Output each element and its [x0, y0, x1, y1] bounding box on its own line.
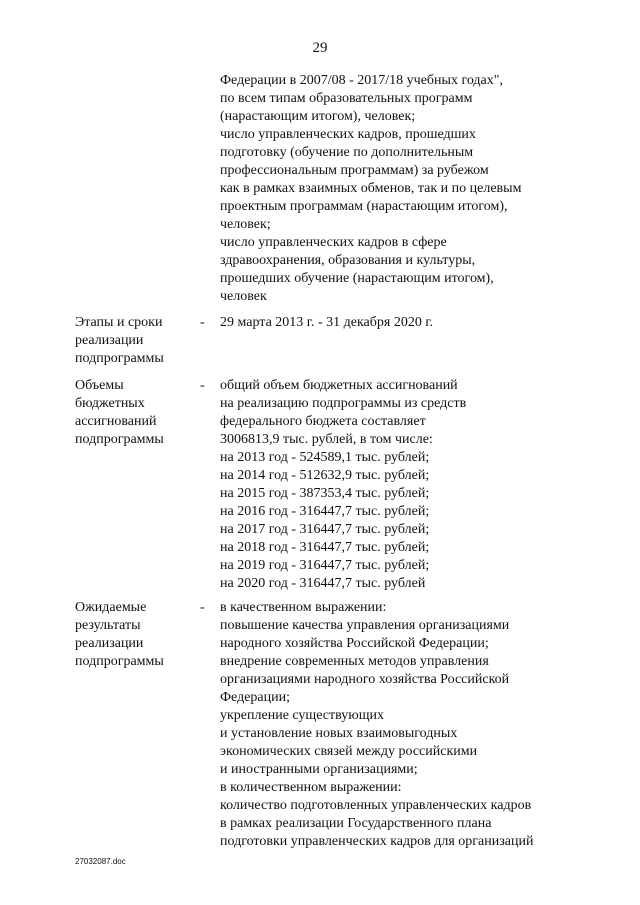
text-line: на 2014 год - 512632,9 тыс. рублей; — [220, 468, 430, 483]
label-line: Ожидаемые — [75, 600, 147, 615]
label-line: бюджетных — [75, 396, 145, 411]
text-line: прошедших обучение (нарастающим итогом), — [220, 271, 494, 286]
text-line: на 2017 год - 316447,7 тыс. рублей; — [220, 522, 430, 537]
dash-separator: - — [200, 600, 205, 615]
section-label — [75, 314, 164, 368]
text-line: подготовки управленческих кадров для организаций — [220, 834, 534, 849]
label-line: ассигнований — [75, 414, 157, 429]
section-body — [220, 599, 533, 851]
document-filename: 27032087.doc — [75, 857, 126, 866]
text-line: человек — [220, 289, 267, 304]
text-line: на 2016 год - 316447,7 тыс. рублей; — [220, 504, 430, 519]
text-line: (нарастающим итогом), человек; — [220, 109, 416, 124]
text-line: в качественном выражении: — [220, 600, 387, 615]
text-line: на 2018 год - 316447,7 тыс. рублей; — [220, 540, 430, 555]
label-line: подпрограммы — [75, 654, 164, 669]
text-line: укрепление существующих — [220, 708, 384, 723]
text-line: на реализацию подпрограммы из средств — [220, 396, 467, 411]
text-line: по всем типам образовательных программ — [220, 91, 473, 106]
text-line: 29 марта 2013 г. - 31 декабря 2020 г. — [220, 315, 433, 330]
label-line: реализации — [75, 636, 144, 651]
text-line: народного хозяйства Российской Федерации; — [220, 636, 489, 651]
text-line: и иностранными организациями; — [220, 762, 418, 777]
text-line: экономических связей между российскими — [220, 744, 478, 759]
label-line: результаты — [75, 618, 141, 633]
label-line: реализации — [75, 333, 144, 348]
text-line: профессиональным программам) за рубежом — [220, 163, 489, 178]
intro-text — [220, 72, 521, 306]
text-line: на 2019 год - 316447,7 тыс. рублей; — [220, 558, 430, 573]
text-line: на 2015 год - 387353,4 тыс. рублей; — [220, 486, 430, 501]
text-line: общий объем бюджетных ассигнований — [220, 378, 458, 393]
dash-separator: - — [200, 378, 205, 393]
text-line: повышение качества управления организациями — [220, 618, 510, 633]
text-line: количество подготовленных управленческих кадров — [220, 798, 532, 813]
text-line: подготовку (обучение по дополнительным — [220, 145, 474, 160]
text-line: человек; — [220, 217, 271, 232]
text-line: на 2013 год - 524589,1 тыс. рублей; — [220, 450, 430, 465]
text-line: в количественном выражении: — [220, 780, 402, 795]
page-number: 29 — [312, 40, 328, 56]
text-line: Федерации в 2007/08 - 2017/18 учебных годах", — [220, 73, 503, 88]
text-line: число управленческих кадров, прошедших — [220, 127, 476, 142]
text-line: внедрение современных методов управления — [220, 654, 489, 669]
text-line: здравоохранения, образования и культуры, — [220, 253, 476, 268]
label-line: Этапы и сроки — [75, 315, 163, 330]
section-body — [220, 314, 433, 332]
label-line: подпрограммы — [75, 351, 164, 366]
text-line: на 2020 год - 316447,7 тыс. рублей — [220, 576, 426, 591]
text-line: 3006813,9 тыс. рублей, в том числе: — [220, 432, 433, 447]
text-line: Федерации; — [220, 690, 291, 705]
dash-separator: - — [200, 315, 205, 330]
section-body — [220, 377, 466, 593]
text-line: федерального бюджета составляет — [220, 414, 426, 429]
label-line: Объемы — [75, 378, 124, 393]
text-line: число управленческих кадров в сфере — [220, 235, 447, 250]
text-line: в рамках реализации Государственного плана — [220, 816, 492, 831]
section-label — [75, 599, 164, 671]
text-line: как в рамках взаимных обменов, так и по целевым — [220, 181, 522, 196]
text-line: организациями народного хозяйства Российской — [220, 672, 510, 687]
label-line: подпрограммы — [75, 432, 164, 447]
section-label — [75, 377, 164, 449]
text-line: проектным программам (нарастающим итогом), — [220, 199, 508, 214]
text-line: и установление новых взаимовыгодных — [220, 726, 458, 741]
